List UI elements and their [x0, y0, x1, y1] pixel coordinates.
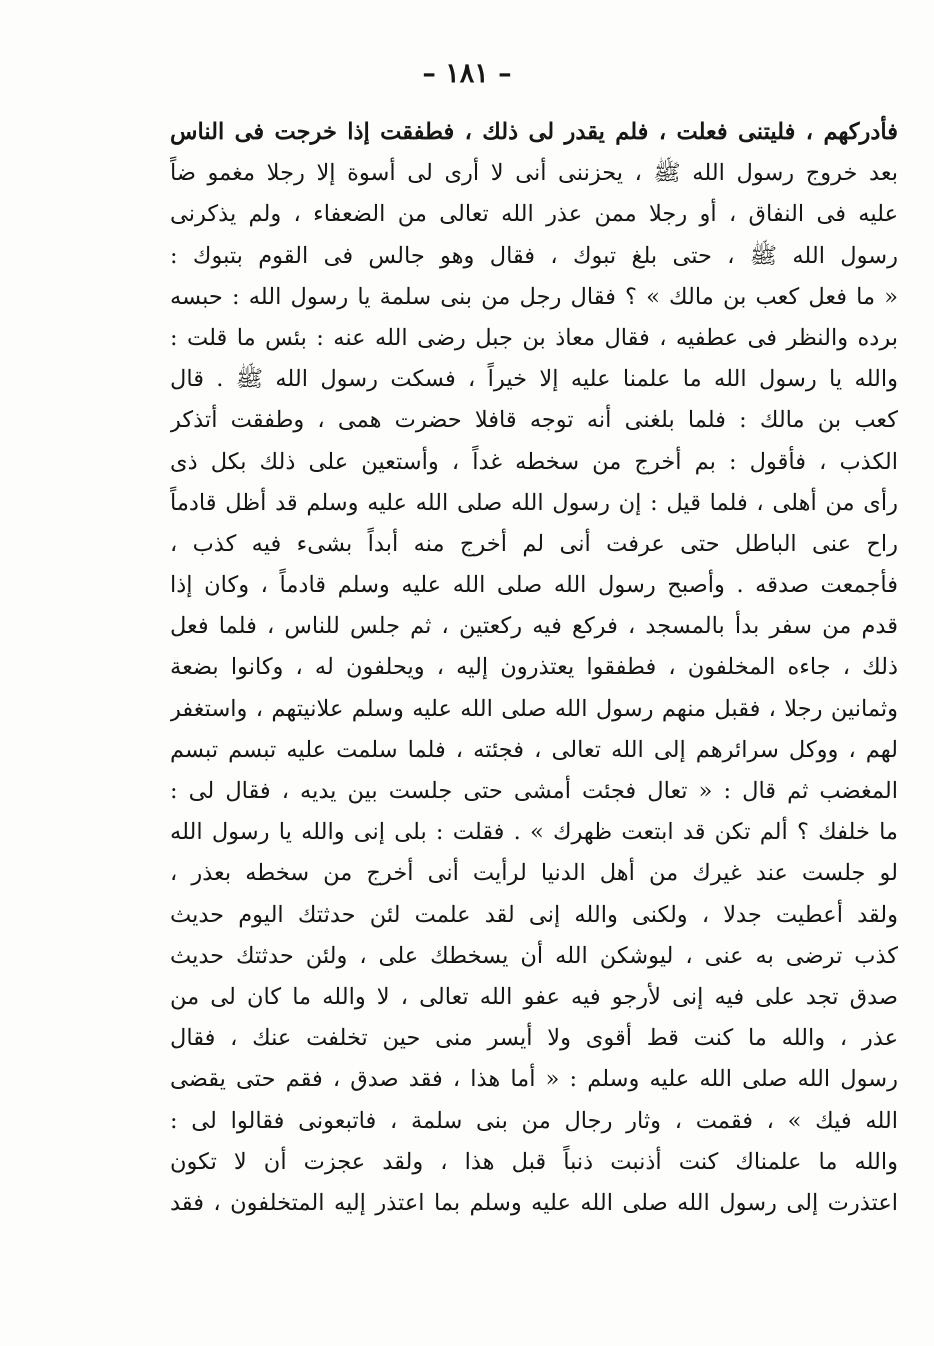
text-line: عليه فى النفاق ، أو رجلا ممن عذر الله تعالى من الضعفاء ، ولم يذكرنى	[170, 201, 898, 228]
text-line: اعتذرت إلى رسول الله صلى الله عليه وسلم بما اعتذر إليه المتخلفون ، فقد	[170, 1189, 898, 1216]
text-line: لو جلست عند غيرك من أهل الدنيا لرأيت أنى أخرج من سخطه بعذر ،	[170, 860, 898, 887]
text-line: وثمانين رجلا ، فقبل منهم رسول الله صلى الله عليه وسلم علانيتهم ، واستغفر	[170, 695, 898, 722]
text-line: الكذب ، فأقول : بم أخرج من سخطه غداً ، وأستعين على ذلك بكل ذى	[170, 448, 898, 475]
text-line: الله فيك » ، فقمت ، وثار رجال من بنى سلمة ، فاتبعونى فقالوا لى :	[170, 1107, 898, 1134]
text-line: رسول الله ﷺ ، حتى بلغ تبوك ، فقال وهو جالس فى القوم بتبوك :	[170, 242, 898, 269]
text-line: بعد خروج رسول الله ﷺ ، يحزننى أنى لا أرى لى أسوة إلا رجلا مغمو ضاً	[170, 160, 898, 187]
text-line: رسول الله صلى الله عليه وسلم : « أما هذا ، فقد صدق ، فقم حتى يقضى	[170, 1066, 898, 1093]
text-line: كذب ترضى به عنى ، ليوشكن الله أن يسخطك على ، ولئن حدثتك حديث	[170, 942, 898, 969]
text-line: صدق تجد على فيه إنى لأرجو فيه عفو الله تعالى ، لا والله ما كان لى من	[170, 983, 898, 1010]
page-number: – ١٨١ –	[422, 58, 512, 89]
text-line: قدم من سفر بدأ بالمسجد ، فركع فيه ركعتين ، ثم جلس للناس ، فلما فعل	[170, 613, 898, 640]
text-line: راح عنى الباطل حتى عرفت أنى لم أخرج منه أبداً بشىء فيه كذب ،	[170, 530, 898, 557]
text-line: ولقد أعطيت جدلا ، ولكنى والله إنى لقد علمت لئن حدثتك اليوم حديث	[170, 901, 898, 928]
text-line: ذلك ، جاءه المخلفون ، فطفقوا يعتذرون إليه ، ويحلفون له ، وكانوا بضعة	[170, 654, 898, 681]
text-line: عذر ، والله ما كنت قط أقوى ولا أيسر منى حين تخلفت عنك ، فقال	[170, 1025, 898, 1052]
body-text	[170, 112, 898, 1224]
text-line: ما خلفك ؟ ألم تكن قد ابتعت ظهرك » . فقلت : بلى إنى والله يا رسول الله	[170, 819, 898, 846]
text-line: فأجمعت صدقه . وأصبح رسول الله صلى الله عليه وسلم قادماً ، وكان إذا	[170, 572, 898, 599]
text-line: رأى من أهلى ، فلما قيل : إن رسول الله صلى الله عليه وسلم قد أظل قادماً	[170, 489, 898, 516]
text-line: كعب بن مالك : فلما بلغنى أنه توجه قافلا حضرت همى ، وطفقت أتذكر	[170, 407, 898, 434]
text-line: والله ما علمناك كنت أذنبت ذنباً قبل هذا ، ولقد عجزت أن لا تكون	[170, 1148, 898, 1175]
text-line: المغضب ثم قال : « تعال فجئت أمشى حتى جلست بين يديه ، فقال لى :	[170, 778, 898, 804]
text-line: والله يا رسول الله ما علمنا عليه إلا خيراً ، فسكت رسول الله ﷺ . قال	[170, 366, 898, 393]
text-line: فأدركهم ، فليتنى فعلت ، فلم يقدر لى ذلك ، فطفقت إذا خرجت فى الناس	[170, 119, 898, 145]
text-line: برده والنظر فى عطفيه ، فقال معاذ بن جبل رضى الله عنه : بئس ما قلت :	[170, 324, 898, 351]
text-line: لهم ، ووكل سرائرهم إلى الله تعالى ، فجئته ، فلما سلمت عليه تبسم تبسم	[170, 736, 898, 763]
text-line: « ما فعل كعب بن مالك » ؟ فقال رجل من بنى سلمة يا رسول الله : حبسه	[170, 283, 898, 310]
